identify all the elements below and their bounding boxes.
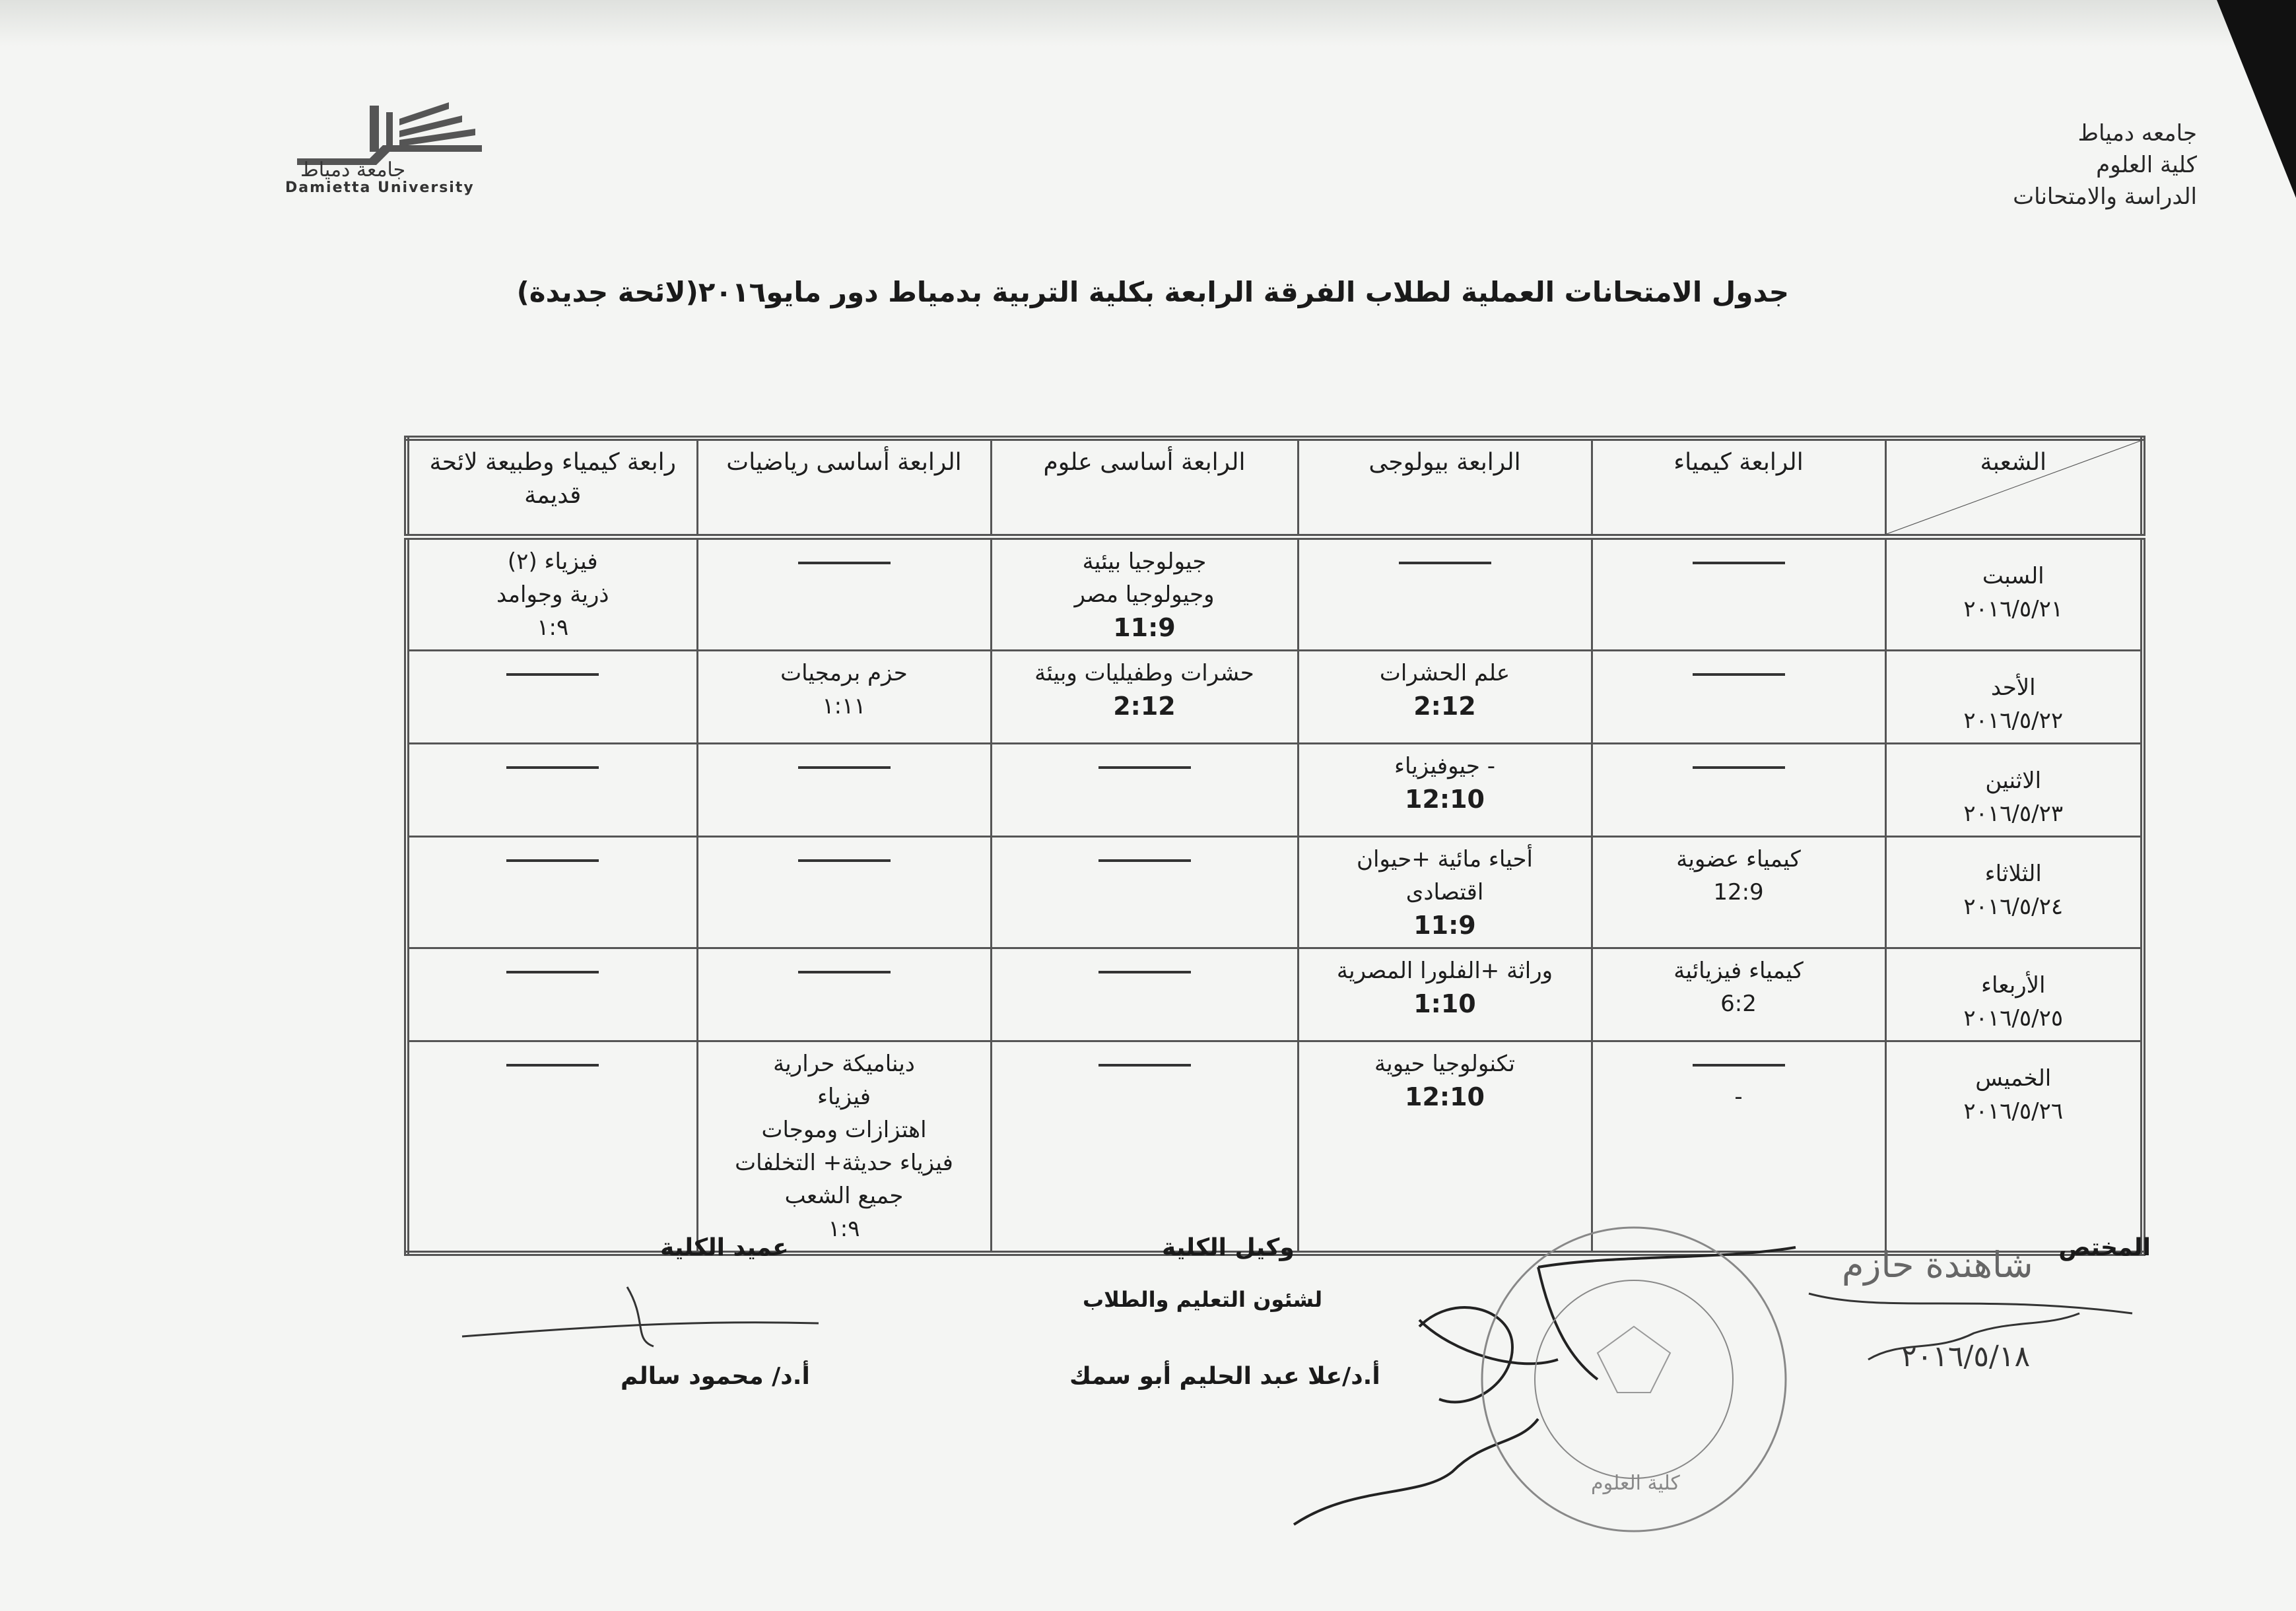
- university-header: [2013, 117, 2197, 213]
- empty-dash: [798, 859, 891, 862]
- day-date: ٢٠١٦/٥/٢٤: [1963, 894, 2064, 920]
- day-cell: [1885, 1041, 2143, 1254]
- table-row: [407, 948, 2143, 1041]
- schedule-cell: [1298, 948, 1592, 1041]
- empty-dash: [798, 562, 891, 564]
- empty-dash: [1693, 1064, 1785, 1067]
- schedule-cell: [697, 651, 991, 744]
- scan-edge: [0, 0, 2296, 46]
- day-date: ٢٠١٦/٥/٢١: [1963, 596, 2064, 622]
- schedule-cell: [1298, 744, 1592, 837]
- cell-line: تكنولوجيا حيوية: [1374, 1051, 1515, 1077]
- exam-schedule-table: [404, 436, 2145, 1256]
- cell-time: 12:10: [1405, 1082, 1485, 1111]
- schedule-cell: [407, 537, 697, 651]
- empty-dash: [1098, 971, 1191, 973]
- table-row: [407, 651, 2143, 744]
- vice-dean-title: وكيل الكلية: [1162, 1234, 1295, 1261]
- schedule-cell: [1298, 651, 1592, 744]
- folded-corner: [2217, 0, 2296, 198]
- corner-cell: [1885, 438, 2143, 537]
- table-row: [407, 537, 2143, 651]
- specialist-handwritten-date: ٢٠١٦/٥/١٨: [1901, 1340, 2031, 1373]
- department-name: الدراسة والامتحانات: [2013, 183, 2197, 210]
- cell-line: وجيولوجيا مصر: [1074, 581, 1215, 608]
- cell-line: اقتصادى: [1405, 879, 1484, 905]
- schedule-cell: [1298, 837, 1592, 948]
- schedule-cell: [1298, 537, 1592, 651]
- day-cell: [1885, 948, 2143, 1041]
- schedule-cell: [407, 744, 697, 837]
- table-row: [407, 837, 2143, 948]
- day-name: الاثنين: [1985, 768, 2042, 794]
- schedule-cell: [991, 744, 1298, 837]
- schedule-cell: [697, 1041, 991, 1254]
- day-cell: [1885, 744, 2143, 837]
- empty-dash: [1693, 673, 1785, 676]
- cell-line: وراثة +الفلورا المصرية: [1336, 958, 1553, 984]
- university-name: جامعه دمياط: [2077, 120, 2197, 147]
- cell-line: ذرية وجوامد: [496, 581, 609, 608]
- schedule-cell: [991, 948, 1298, 1041]
- day-name: الخميس: [1975, 1065, 2052, 1092]
- column-header: الرابعة بيولوجى: [1298, 438, 1592, 537]
- cell-line: 12:9: [1713, 879, 1764, 905]
- cell-line: ١:١١: [822, 693, 866, 719]
- empty-dash: [798, 971, 891, 973]
- empty-dash: [506, 673, 599, 676]
- day-date: ٢٠١٦/٥/٢٦: [1963, 1098, 2064, 1125]
- cell-line: حشرات وطفيليات وبيئة: [1034, 660, 1254, 686]
- day-name: الأحد: [1990, 674, 2036, 701]
- empty-dash: [798, 766, 891, 769]
- schedule-cell: [1298, 1041, 1592, 1254]
- cell-time: 2:12: [1113, 692, 1176, 721]
- schedule-cell: [697, 948, 991, 1041]
- cell-time: 12:10: [1405, 785, 1485, 814]
- schedule-cell: [1592, 744, 1885, 837]
- schedule-cell: [407, 1041, 697, 1254]
- schedule-cell: [407, 948, 697, 1041]
- schedule-cell: [1592, 1041, 1885, 1254]
- logo-text-en: Damietta University: [285, 180, 475, 196]
- schedule-cell: [991, 837, 1298, 948]
- vice-dean-subtitle: لشئون التعليم والطلاب: [1083, 1287, 1323, 1312]
- empty-dash: [1399, 562, 1491, 564]
- dean-title: عميد الكلية: [660, 1234, 789, 1261]
- schedule-cell: [991, 1041, 1298, 1254]
- day-name: الثلاثاء: [1984, 861, 2042, 887]
- empty-dash: [506, 766, 599, 769]
- cell-time: 11:9: [1413, 911, 1476, 940]
- cell-line: فيزياء: [817, 1084, 871, 1110]
- cell-time: 1:10: [1413, 989, 1476, 1018]
- column-header: الرابعة كيمياء: [1592, 438, 1885, 537]
- empty-dash: [1098, 859, 1191, 862]
- column-header: رابعة كيمياء وطبيعة لائحة قديمة: [407, 438, 697, 537]
- day-date: ٢٠١٦/٥/٢٥: [1963, 1005, 2064, 1032]
- cell-line: اهتزازات وموجات: [761, 1117, 927, 1143]
- schedule-cell: [697, 837, 991, 948]
- faculty-name: كلية العلوم: [2096, 152, 2197, 178]
- day-date: ٢٠١٦/٥/٢٢: [1963, 707, 2064, 734]
- schedule-cell: [697, 537, 991, 651]
- cell-line: - جيوفيزياء: [1394, 753, 1495, 779]
- cell-line: جميع الشعب: [784, 1183, 904, 1209]
- cell-line: حزم برمجيات: [780, 660, 908, 686]
- diagonal-line: [1887, 441, 2141, 534]
- schedule-cell: [1592, 948, 1885, 1041]
- cell-line: كيمياء عضوية: [1676, 846, 1801, 872]
- day-name: الأربعاء: [1981, 972, 2046, 999]
- cell-line: فيزياء (٢): [507, 548, 598, 575]
- schedule-cell: [1592, 651, 1885, 744]
- schedule-cell: [1592, 537, 1885, 651]
- day-date: ٢٠١٦/٥/٢٣: [1963, 801, 2064, 827]
- corner-label: الشعبة: [1980, 449, 2047, 476]
- cell-line: أحياء مائية +حيوان: [1357, 846, 1533, 872]
- table-header-row: [407, 438, 2143, 537]
- empty-dash: [1098, 766, 1191, 769]
- day-name: السبت: [1982, 563, 2044, 589]
- cell-line: جيولوجيا بيئية: [1082, 548, 1207, 575]
- empty-dash: [506, 859, 599, 862]
- cell-line: فيزياء حديثة+ التخلفات: [735, 1150, 953, 1176]
- column-header: الرابعة أساسى علوم: [991, 438, 1298, 537]
- cell-line: علم الحشرات: [1379, 660, 1510, 686]
- schedule-cell: [407, 651, 697, 744]
- page-title: جدول الامتحانات العملية لطلاب الفرقة الرابعة بكلية التربية بدمياط دور مايو٢٠١٦(لائحة جديدة): [516, 276, 1789, 308]
- cell-time: 11:9: [1113, 613, 1176, 642]
- empty-dash: [1693, 766, 1785, 769]
- cell-line: ١:٩: [537, 614, 569, 641]
- logo-text-ar: جامعة دمياط: [300, 158, 406, 181]
- specialist-handwritten-name: شاهندة حازم: [1842, 1244, 2033, 1286]
- stamp-text: كلية العلوم: [1591, 1472, 1680, 1495]
- column-header: الرابعة أساسى رياضيات: [697, 438, 991, 537]
- schedule-cell: [1592, 837, 1885, 948]
- dean-name: أ.د/ محمود سالم: [621, 1363, 810, 1390]
- day-cell: [1885, 837, 2143, 948]
- schedule-cell: [697, 744, 991, 837]
- cell-line: -: [1734, 1084, 1743, 1110]
- day-cell: [1885, 651, 2143, 744]
- cell-line: كيمياء فيزيائية: [1673, 958, 1804, 984]
- day-cell: [1885, 537, 2143, 651]
- vice-dean-name: أ.د/علا عبد الحليم أبو سمك: [1069, 1363, 1380, 1390]
- cell-line: ١:٩: [828, 1216, 860, 1242]
- empty-dash: [506, 1064, 599, 1067]
- empty-dash: [1693, 562, 1785, 564]
- schedule-cell: [407, 837, 697, 948]
- table-row: [407, 744, 2143, 837]
- specialist-label: المختص: [2058, 1234, 2151, 1261]
- table-row: [407, 1041, 2143, 1254]
- cell-line: 6:2: [1720, 991, 1757, 1017]
- cell-line: ديناميكة حرارية: [773, 1051, 915, 1077]
- empty-dash: [506, 971, 599, 973]
- schedule-cell: [991, 651, 1298, 744]
- empty-dash: [1098, 1064, 1191, 1067]
- schedule-cell: [991, 537, 1298, 651]
- cell-time: 2:12: [1413, 692, 1476, 721]
